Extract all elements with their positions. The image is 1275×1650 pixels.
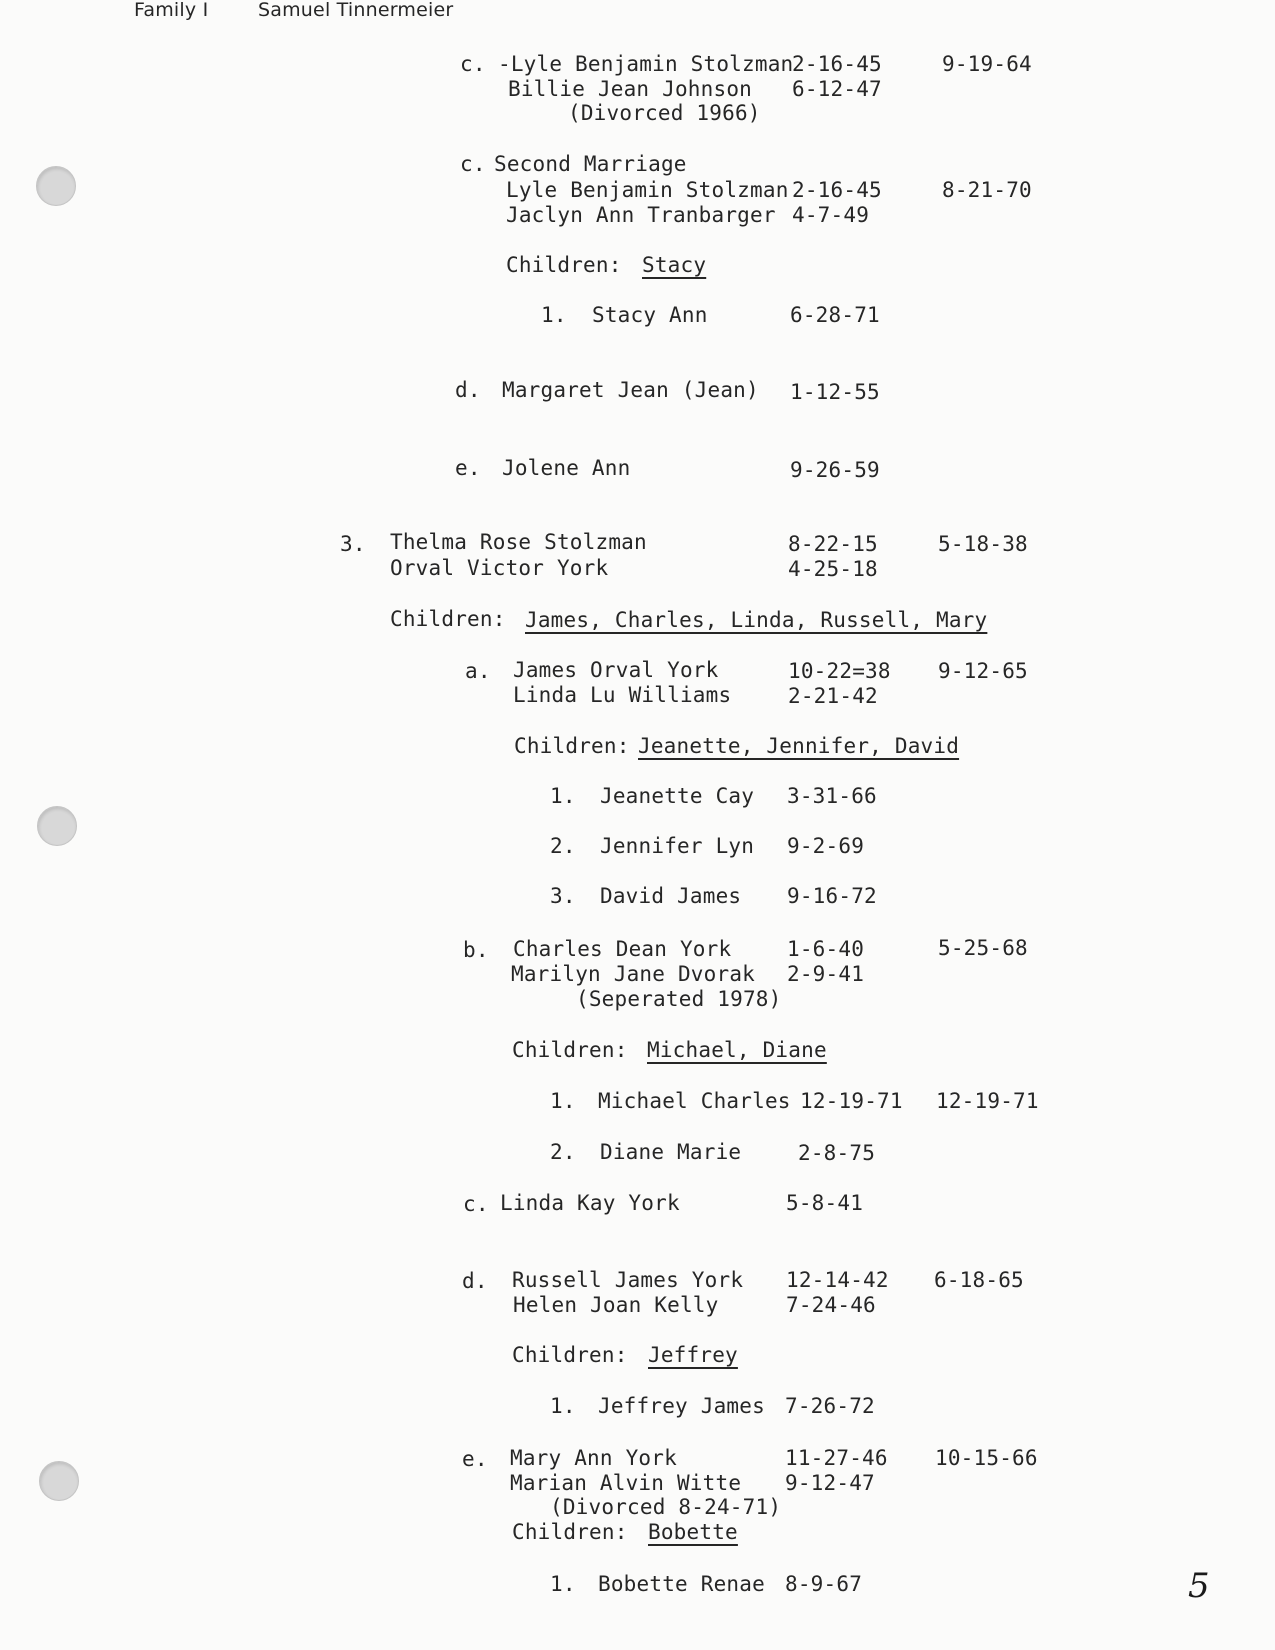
three-a-letter: a. (465, 659, 491, 683)
c1-married: 9-19-64 (942, 52, 1032, 76)
c2-kid-name: Stacy Ann (592, 303, 708, 327)
three-b-children-label: Children: (512, 1038, 628, 1062)
three-a-kid2-born: 9-2-69 (787, 834, 865, 858)
c1-spouse-born: 6-12-47 (792, 77, 882, 101)
three-a-kid2-name: Jennifer Lyn (600, 834, 755, 858)
c2-spouse-born: 4-7-49 (792, 203, 870, 227)
three-d-kid1-num: 1. (550, 1394, 576, 1418)
three-a-kid3-born: 9-16-72 (787, 884, 877, 908)
three-e-spouse: Marian Alvin Witte (510, 1471, 742, 1495)
binder-hole-top (36, 166, 76, 206)
three-a-kid1-born: 3-31-66 (787, 784, 877, 808)
c2-letter: c. (460, 152, 486, 176)
three-b-spouse-born: 2-9-41 (787, 962, 865, 986)
three-a-kid1-name: Jeanette Cay (600, 784, 755, 808)
three-children-label: Children: (390, 607, 506, 631)
three-spouse: Orval Victor York (390, 556, 609, 580)
three-married: 5-18-38 (938, 532, 1028, 556)
binder-hole-middle (37, 806, 77, 846)
e-letter: e. (455, 456, 481, 480)
three-b-children: Michael, Diane (647, 1038, 827, 1062)
d-letter: d. (455, 378, 481, 402)
e-born: 9-26-59 (790, 458, 880, 482)
three-d-name: Russell James York (512, 1268, 744, 1292)
c1-letter: c. (460, 52, 486, 76)
three-e-kid1-born: 8-9-67 (785, 1572, 863, 1596)
three-e-spouse-born: 9-12-47 (785, 1471, 875, 1495)
three-born: 8-22-15 (788, 532, 878, 556)
c2-married: 8-21-70 (942, 178, 1032, 202)
header-family: Family I (134, 0, 209, 21)
c1-born: 2-16-45 (792, 52, 882, 76)
three-e-kid1-name: Bobette Renae (598, 1572, 765, 1596)
three-children: James, Charles, Linda, Russell, Mary (525, 608, 988, 632)
three-c-name: Linda Kay York (500, 1191, 680, 1215)
header-name: Samuel Tinnermeier (258, 0, 454, 21)
three-d-kid1-born: 7-26-72 (785, 1394, 875, 1418)
d-born: 1-12-55 (790, 380, 880, 404)
three-a-children-label: Children: (514, 734, 630, 758)
three-b-name: Charles Dean York (513, 937, 732, 961)
page-number: 5 (1188, 1566, 1210, 1606)
three-d-kid1-name: Jeffrey James (598, 1394, 765, 1418)
c2-born: 2-16-45 (792, 178, 882, 202)
three-a-born: 10-22=38 (788, 659, 891, 683)
three-e-letter: e. (462, 1447, 488, 1471)
three-b-kid1-name: Michael Charles (598, 1089, 791, 1113)
three-b-kid2-name: Diane Marie (600, 1140, 742, 1164)
three-a-kid1-num: 1. (550, 784, 576, 808)
three-num: 3. (340, 532, 366, 556)
c1-spouse: Billie Jean Johnson (508, 77, 753, 101)
three-e-children-label: Children: (512, 1520, 628, 1544)
three-a-spouse-born: 2-21-42 (788, 684, 878, 708)
three-d-born: 12-14-42 (786, 1268, 889, 1292)
three-b-letter: b. (463, 938, 489, 962)
three-e-married: 10-15-66 (935, 1446, 1038, 1470)
three-b-married: 5-25-68 (938, 936, 1028, 960)
three-c-born: 5-8-41 (786, 1191, 864, 1215)
three-b-kid2-num: 2. (550, 1140, 576, 1164)
three-a-children: Jeanette, Jennifer, David (638, 734, 960, 758)
d-name: Margaret Jean (Jean) (502, 378, 759, 402)
c1-note: (Divorced 1966) (568, 101, 761, 125)
three-a-married: 9-12-65 (938, 659, 1028, 683)
three-b-kid1-died: 12-19-71 (936, 1089, 1039, 1113)
three-e-kid1-num: 1. (550, 1572, 576, 1596)
three-d-spouse: Helen Joan Kelly (513, 1293, 719, 1317)
three-b-spouse: Marilyn Jane Dvorak (511, 962, 756, 986)
three-a-name: James Orval York (513, 658, 719, 682)
three-e-born: 11-27-46 (785, 1446, 888, 1470)
three-b-born: 1-6-40 (787, 937, 865, 961)
three-a-kid3-num: 3. (550, 884, 576, 908)
three-e-note: (Divorced 8-24-71) (550, 1495, 782, 1519)
c2-kid-born: 6-28-71 (790, 303, 880, 327)
three-b-kid1-born: 12-19-71 (800, 1089, 903, 1113)
c1-name: -Lyle Benjamin Stolzman (498, 52, 794, 76)
three-a-kid3-name: David James (600, 884, 742, 908)
three-a-kid2-num: 2. (550, 834, 576, 858)
three-b-note: (Seperated 1978) (576, 987, 782, 1011)
three-spouse-born: 4-25-18 (788, 557, 878, 581)
three-e-children: Bobette (648, 1520, 738, 1544)
three-c-letter: c. (463, 1192, 489, 1216)
c2-spouse: Jaclyn Ann Tranbarger (506, 203, 776, 227)
three-e-name: Mary Ann York (510, 1446, 677, 1470)
binder-hole-bottom (39, 1461, 79, 1501)
three-b-kid1-num: 1. (550, 1089, 576, 1113)
e-name: Jolene Ann (502, 456, 631, 480)
three-d-children: Jeffrey (648, 1343, 738, 1367)
three-name: Thelma Rose Stolzman (390, 530, 647, 554)
three-b-kid2-born: 2-8-75 (798, 1141, 876, 1165)
c2-name: Lyle Benjamin Stolzman (506, 178, 789, 202)
c2-title: Second Marriage (494, 152, 687, 176)
three-a-spouse: Linda Lu Williams (513, 683, 732, 707)
three-d-married: 6-18-65 (934, 1268, 1024, 1292)
three-d-children-label: Children: (512, 1343, 628, 1367)
c2-children: Stacy (642, 253, 707, 277)
three-d-letter: d. (462, 1269, 488, 1293)
c2-kid-num: 1. (541, 303, 567, 327)
c2-children-label: Children: (506, 253, 622, 277)
three-d-spouse-born: 7-24-46 (786, 1293, 876, 1317)
